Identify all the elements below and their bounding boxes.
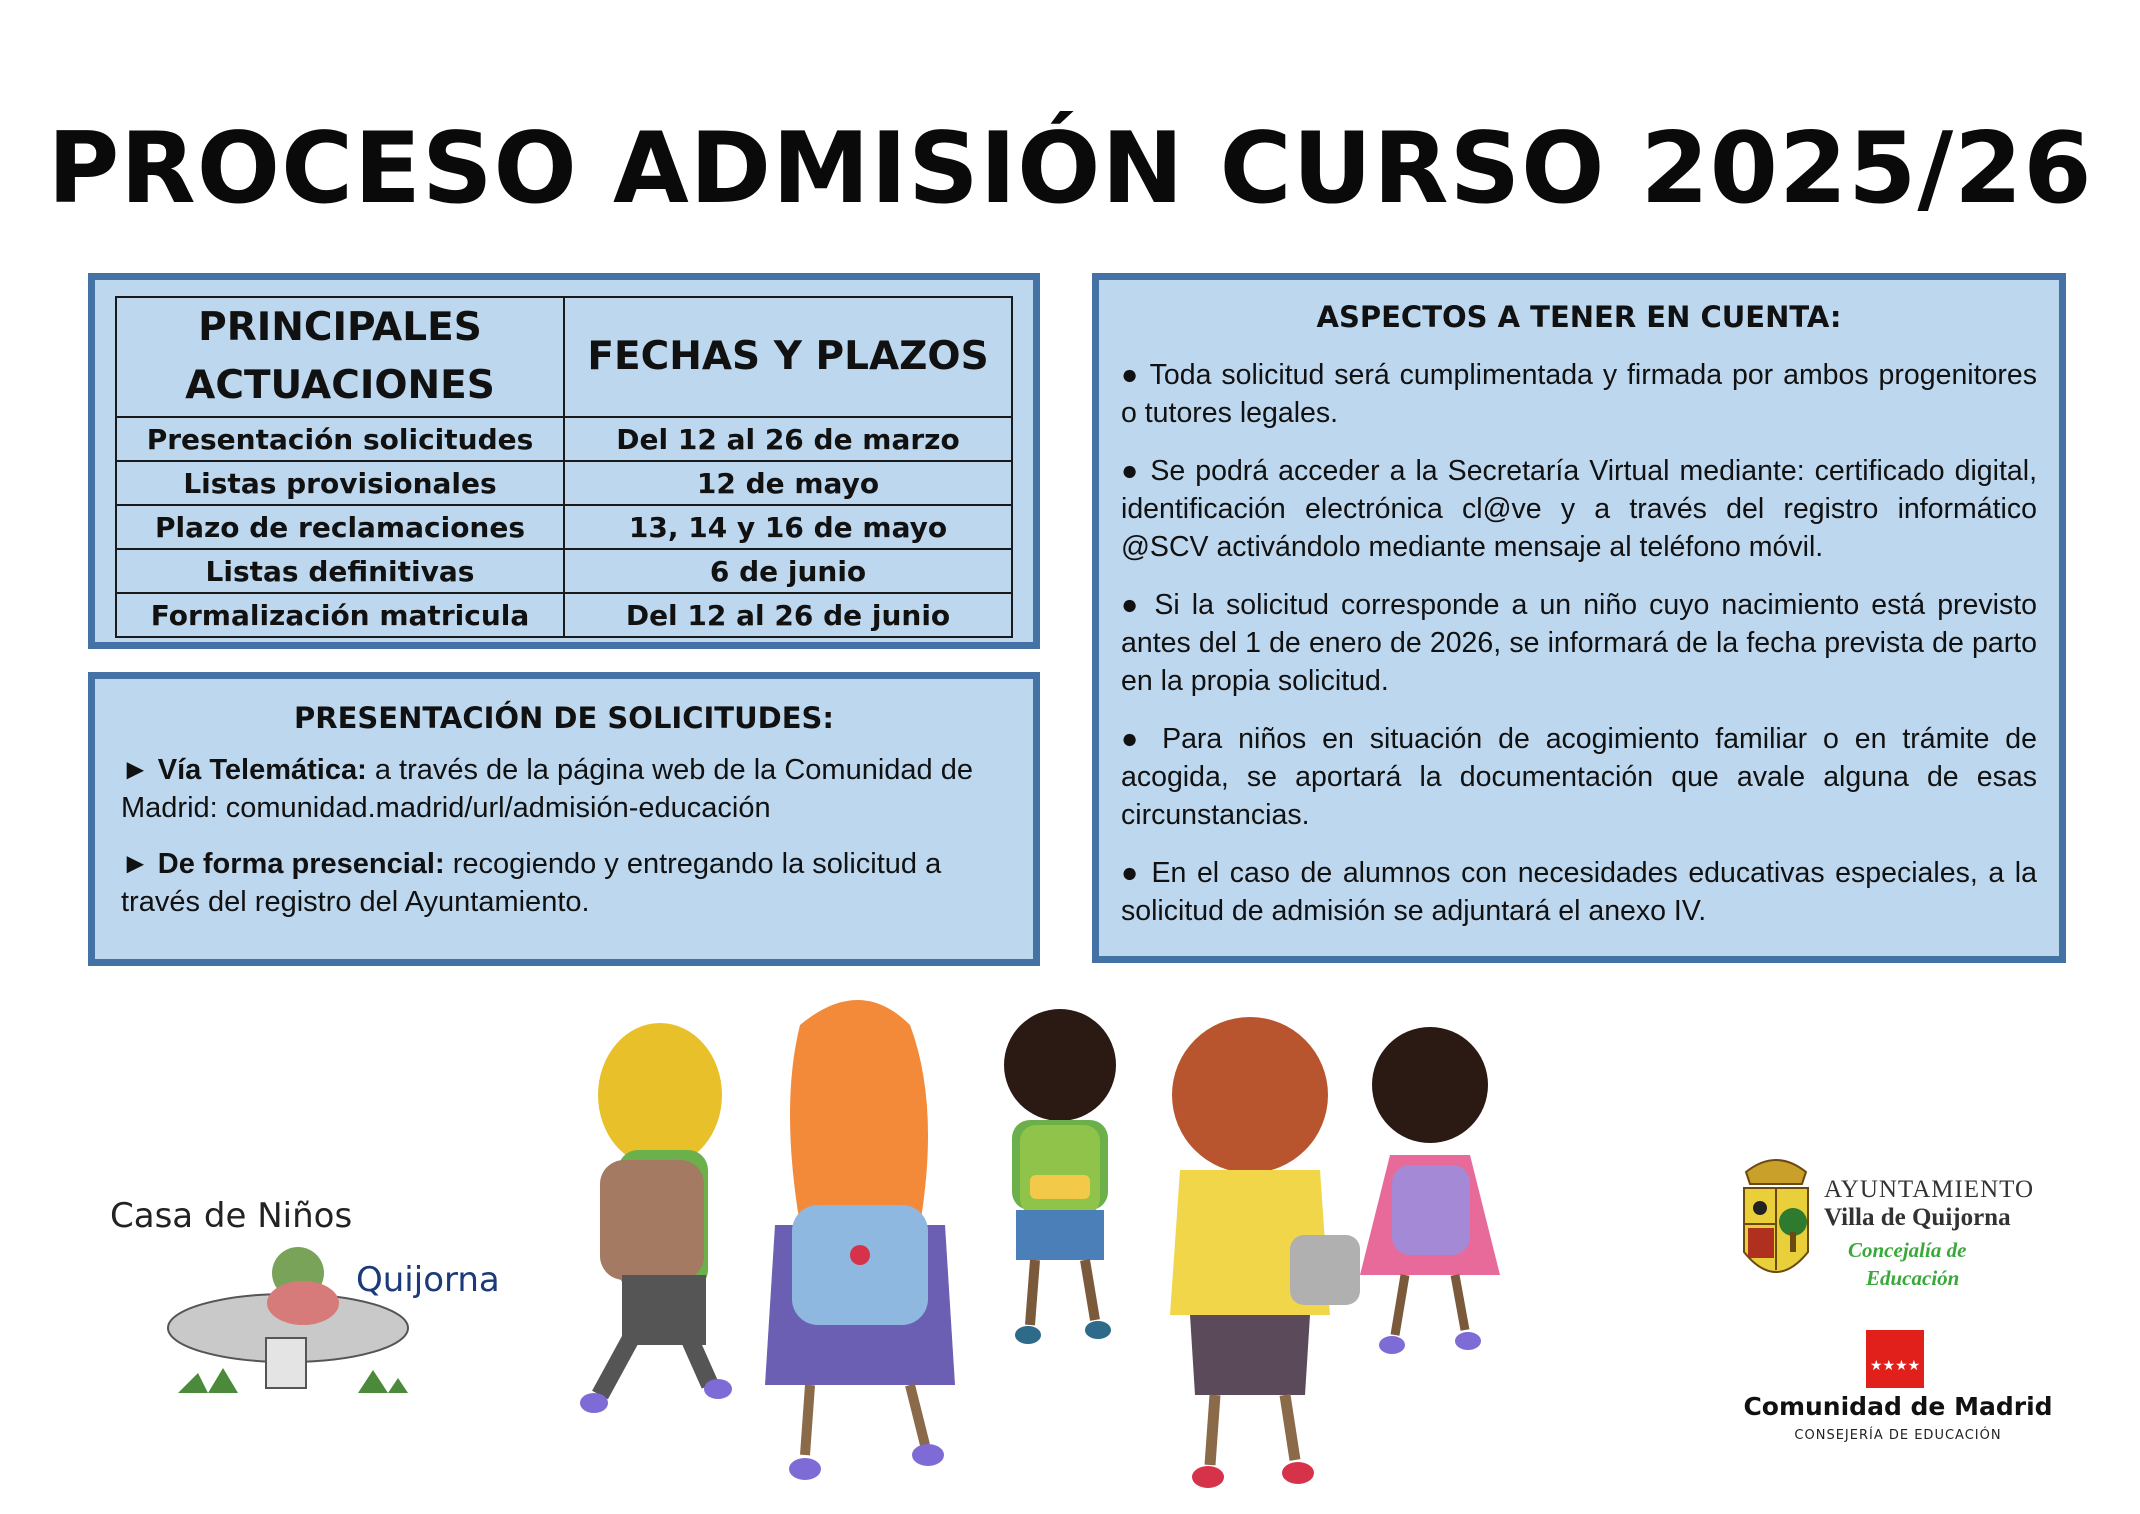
concejalia-label: Educación xyxy=(1866,1266,1960,1290)
consejeria-label: CONSEJERÍA DE EDUCACIÓN xyxy=(1794,1428,2002,1443)
dates-table xyxy=(115,296,1013,638)
kid-blond-boy xyxy=(580,1023,732,1413)
aspect-item: ● Toda solicitud será cumplimentada y firmada por ambos progenitores o tutores legales. xyxy=(1121,359,2037,429)
comunidad-name: Comunidad de Madrid xyxy=(1743,1392,2053,1421)
svg-text:★★★★: ★★★★ xyxy=(1870,1358,1921,1374)
table-header-row xyxy=(116,297,1012,417)
column-header-dates: FECHAS Y PLAZOS xyxy=(564,297,1012,417)
ayuntamiento-label: AYUNTAMIENTO xyxy=(1824,1176,2034,1203)
presentation-item-in-person xyxy=(121,845,1007,921)
date-cell: 6 de junio xyxy=(564,549,1012,593)
date-cell: 13, 14 y 16 de mayo xyxy=(564,505,1012,549)
action-cell: Listas definitivas xyxy=(116,549,564,593)
presentation-item-text: a través de la página web de la Comunidad de Madrid: comunidad.madrid/url/admisión-educación xyxy=(121,754,973,824)
table-row xyxy=(116,549,1012,593)
ayuntamiento-name: Villa de Quijorna xyxy=(1824,1204,2011,1231)
kid-yellow-shirt-girl xyxy=(1170,1017,1360,1488)
page-title: PROCESO ADMISIÓN CURSO 2025/26 xyxy=(47,112,2093,226)
aspect-item: ● Si la solicitud corresponde a un niño cuyo nacimiento está previsto antes del 1 de enero de 2026, se informará de la fecha prevista de parto en la propia solicitud. xyxy=(1121,589,2037,697)
dates-panel xyxy=(88,273,1040,649)
table-row xyxy=(116,593,1012,637)
kid-pink-dress-girl xyxy=(1360,1027,1500,1354)
casa-de-ninos-logo xyxy=(98,1178,498,1400)
table-row xyxy=(116,505,1012,549)
concejalia-label: Concejalía de xyxy=(1848,1238,1967,1262)
aspect-item: ● Se podrá acceder a la Secretaría Virtual mediante: certificado digital, identificación electrónica cl@ve y a través del registro informático @SCV activándolo mediante mensaje al teléfono móvil. xyxy=(1121,455,2037,563)
date-cell: Del 12 al 26 de marzo xyxy=(564,417,1012,461)
date-cell: Del 12 al 26 de junio xyxy=(564,593,1012,637)
arrow-bullet-icon: ► xyxy=(121,848,150,880)
presentation-item-text: recogiendo y entregando la solicitud a través del registro del Ayuntamiento. xyxy=(121,848,942,918)
coat-of-arms-icon xyxy=(1736,1152,1816,1302)
kid-redhead-girl xyxy=(765,1000,955,1480)
table-row xyxy=(116,461,1012,505)
presentation-heading: PRESENTACIÓN DE SOLICITUDES: xyxy=(294,701,834,735)
presentation-item-label: Vía Telemática: xyxy=(157,754,367,786)
date-cell: 12 de mayo xyxy=(564,461,1012,505)
arrow-bullet-icon: ► xyxy=(121,754,150,786)
madrid-flag-icon xyxy=(1866,1330,1924,1388)
kid-curly-boy xyxy=(1004,1009,1116,1344)
presentation-item-label: De forma presencial: xyxy=(157,848,445,880)
aspect-item: ● En el caso de alumnos con necesidades educativas especiales, a la solicitud de admisión se adjuntará el anexo IV. xyxy=(1121,857,2037,927)
presentation-item-telematic xyxy=(121,751,1007,827)
table-row xyxy=(116,417,1012,461)
column-header-actions: PRINCIPALES ACTUACIONES xyxy=(116,297,564,417)
aspects-panel xyxy=(1092,273,2066,963)
ayuntamiento-logo xyxy=(1736,1152,2056,1302)
aspects-heading: ASPECTOS A TENER EN CUENTA: xyxy=(1316,300,1842,334)
action-cell: Listas provisionales xyxy=(116,461,564,505)
action-cell: Formalización matricula xyxy=(116,593,564,637)
comunidad-de-madrid-logo xyxy=(1728,1330,2068,1450)
presentation-panel xyxy=(88,672,1040,966)
action-cell: Plazo de reclamaciones xyxy=(116,505,564,549)
casa-logo-text: Quijorna xyxy=(356,1260,500,1300)
aspect-item: ● Para niños en situación de acogimiento familiar o en trámite de acogida, se aportará la documentación que avale alguna de esas circunstancias. xyxy=(1121,723,2037,831)
children-illustration xyxy=(560,985,1600,1510)
casa-logo-text: Casa de Niños xyxy=(110,1196,353,1236)
action-cell: Presentación solicitudes xyxy=(116,417,564,461)
